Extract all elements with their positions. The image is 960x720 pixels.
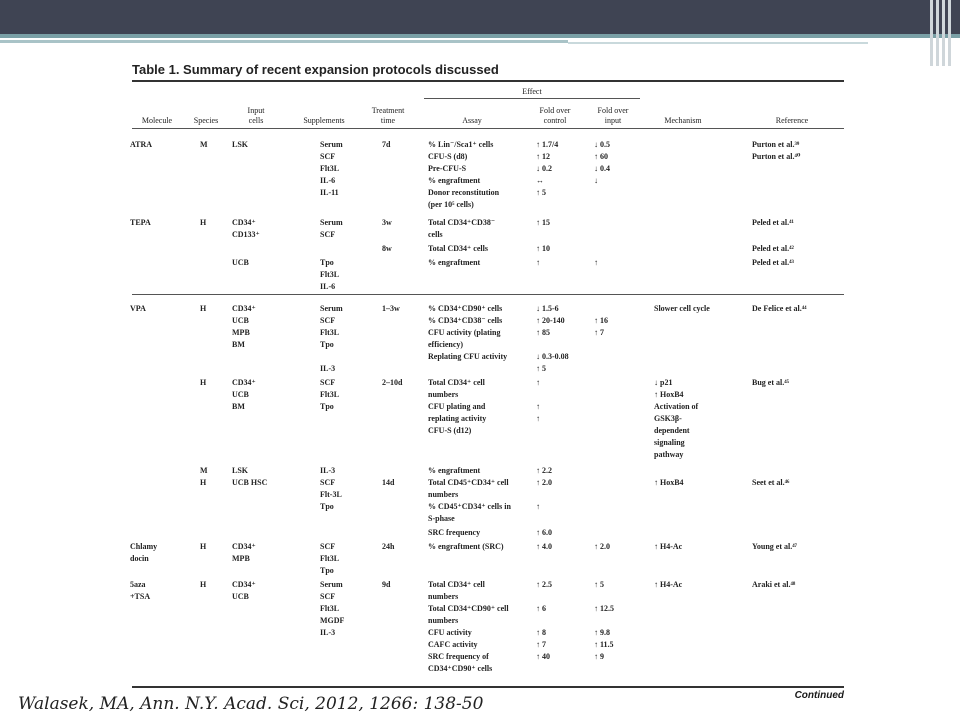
cell-molecule: VPA bbox=[130, 304, 146, 313]
cell-mechanism: Slower cell cycle bbox=[654, 304, 710, 313]
cell-fold-input: ↓ 0.5 bbox=[594, 140, 610, 149]
cell-assay: % CD34⁺CD38⁻ cells bbox=[428, 316, 503, 325]
cell-supplement: IL-3 bbox=[320, 628, 336, 637]
cell-fold-input: ↑ 11.5 bbox=[594, 640, 614, 649]
cell-fold-input: ↑ 16 bbox=[594, 316, 608, 325]
cell-fold-input: ↓ bbox=[594, 176, 598, 185]
cell-assay: SRC frequency of bbox=[428, 652, 489, 661]
cell-assay: numbers bbox=[428, 490, 459, 499]
cell-input: UCB bbox=[232, 258, 249, 267]
cell-fold-control: ↔ bbox=[536, 176, 544, 185]
header-fold-input-1: Fold over bbox=[597, 106, 629, 115]
cell-supplement: IL-11 bbox=[320, 188, 339, 197]
header-molecule: Molecule bbox=[141, 116, 173, 125]
cell-assay: Total CD34⁺ cells bbox=[428, 244, 488, 253]
cell-assay: numbers bbox=[428, 592, 459, 601]
cell-input: UCB bbox=[232, 592, 249, 601]
cell-assay: Replating CFU activity bbox=[428, 352, 508, 361]
cell-supplement: IL-3 bbox=[320, 364, 336, 373]
effect-rule bbox=[424, 98, 640, 99]
cell-assay: CFU activity bbox=[428, 628, 472, 637]
cell-supplement: SCF bbox=[320, 592, 336, 601]
cell-fold-control: ↑ bbox=[536, 402, 540, 411]
cell-supplement: Tpo bbox=[320, 402, 334, 411]
cell-assay: Total CD34⁺ cell bbox=[428, 378, 485, 387]
continued-label: Continued bbox=[794, 690, 844, 701]
cell-molecule: ATRA bbox=[130, 140, 153, 149]
cell-input: MPB bbox=[232, 554, 250, 563]
cell-assay: CFU-S (d8) bbox=[428, 152, 468, 161]
cell-mechanism: GSK3β- bbox=[654, 414, 682, 423]
cell-reference: De Felice et al.⁴⁴ bbox=[752, 304, 807, 313]
cell-supplement: SCF bbox=[320, 542, 336, 551]
cell-input: CD34⁺ bbox=[232, 580, 256, 589]
cell-supplement: Serum bbox=[320, 140, 343, 149]
cell-input: UCB bbox=[232, 390, 249, 399]
cell-mechanism: dependent bbox=[654, 426, 690, 435]
cell-assay: replating activity bbox=[428, 414, 487, 423]
header-bottom-rule bbox=[132, 128, 844, 129]
header-mechanism: Mechanism bbox=[664, 116, 702, 125]
cell-supplement: Tpo bbox=[320, 566, 334, 575]
cell-assay: % engraftment bbox=[428, 466, 481, 475]
cell-assay: S-phase bbox=[428, 514, 455, 523]
cell-reference: Araki et al.⁴⁸ bbox=[752, 580, 796, 589]
cell-time: 8w bbox=[382, 244, 392, 253]
cell-reference: Seet et al.⁴⁶ bbox=[752, 478, 790, 487]
cell-reference: Peled et al.⁴² bbox=[752, 244, 794, 253]
header-input-1: Input bbox=[247, 106, 265, 115]
cell-assay: CFU plating and bbox=[428, 402, 486, 411]
cell-fold-control: ↑ 6.0 bbox=[536, 528, 552, 537]
cell-supplement: Tpo bbox=[320, 258, 334, 267]
cell-time: 7d bbox=[382, 140, 391, 149]
cell-input: LSK bbox=[232, 140, 249, 149]
cell-fold-control: ↑ 1.7/4 bbox=[536, 140, 559, 149]
cell-fold-control: ↑ 8 bbox=[536, 628, 546, 637]
cell-species: M bbox=[200, 140, 208, 149]
cell-mechanism: ↑ HoxB4 bbox=[654, 390, 684, 399]
cell-fold-control: ↑ 6 bbox=[536, 604, 546, 613]
cell-input: CD34⁺ bbox=[232, 542, 256, 551]
cell-species: M bbox=[200, 466, 208, 475]
cell-fold-control: ↑ 10 bbox=[536, 244, 550, 253]
cell-assay: % engraftment bbox=[428, 258, 481, 267]
cell-species: H bbox=[200, 378, 207, 387]
cell-supplement: Flt3L bbox=[320, 164, 340, 173]
cell-supplement: Flt3L bbox=[320, 554, 340, 563]
cell-fold-input: ↑ 2.0 bbox=[594, 542, 610, 551]
header-fold-control-2: control bbox=[543, 116, 567, 125]
cell-fold-control: ↑ bbox=[536, 414, 540, 423]
cell-fold-control: ↑ 5 bbox=[536, 188, 546, 197]
table-title: Table 1. Summary of recent expansion protocols discussed bbox=[132, 62, 499, 77]
cell-fold-control: ↑ 12 bbox=[536, 152, 550, 161]
cell-mechanism: ↑ H4-Ac bbox=[654, 580, 683, 589]
cell-fold-control: ↑ 2.5 bbox=[536, 580, 552, 589]
cell-molecule: 5aza bbox=[130, 580, 146, 589]
cell-mechanism: ↑ H4-Ac bbox=[654, 542, 683, 551]
cell-input: UCB HSC bbox=[232, 478, 268, 487]
cell-reference: Peled et al.⁴¹ bbox=[752, 218, 794, 227]
cell-assay: % engraftment bbox=[428, 176, 481, 185]
header-treatment-1: Treatment bbox=[371, 106, 405, 115]
cell-input: LSK bbox=[232, 466, 249, 475]
accent-line-secondary bbox=[0, 40, 568, 43]
cell-supplement: Tpo bbox=[320, 502, 334, 511]
accent-line bbox=[0, 34, 960, 38]
cell-supplement: SCF bbox=[320, 316, 336, 325]
cell-fold-control: ↓ 0.2 bbox=[536, 164, 552, 173]
cell-supplement: Serum bbox=[320, 218, 343, 227]
cell-input: CD34⁺ bbox=[232, 378, 256, 387]
cell-fold-control: ↓ 0.3-0.08 bbox=[536, 352, 569, 361]
section-divider bbox=[132, 294, 844, 295]
cell-fold-control: ↑ bbox=[536, 378, 540, 387]
cell-time: 1–3w bbox=[382, 304, 400, 313]
citation: Walasek, MA, Ann. N.Y. Acad. Sci, 2012, 1266: 138-50 bbox=[18, 694, 484, 714]
cell-assay: CD34⁺CD90⁺ cells bbox=[428, 664, 493, 673]
header-fold-control-1: Fold over bbox=[539, 106, 571, 115]
cell-mechanism: signaling bbox=[654, 438, 685, 447]
cell-mechanism: Activation of bbox=[654, 402, 699, 411]
header-treatment-2: time bbox=[380, 116, 396, 125]
cell-species: H bbox=[200, 478, 207, 487]
cell-fold-input: ↑ 9.8 bbox=[594, 628, 610, 637]
cell-supplement: IL-6 bbox=[320, 282, 336, 291]
cell-assay: numbers bbox=[428, 390, 459, 399]
cell-assay: % Lin⁻/Sca1⁺ cells bbox=[428, 140, 494, 149]
cell-fold-input: ↑ 9 bbox=[594, 652, 604, 661]
cell-supplement: SCF bbox=[320, 378, 336, 387]
cell-assay: CFU activity (plating bbox=[428, 328, 501, 337]
cell-assay: Total CD34⁺ cell bbox=[428, 580, 485, 589]
cell-reference: Bug et al.⁴⁵ bbox=[752, 378, 790, 387]
table-image bbox=[132, 62, 848, 702]
cell-fold-control: ↑ 40 bbox=[536, 652, 550, 661]
cell-fold-control: ↑ 85 bbox=[536, 328, 550, 337]
cell-input: MPB bbox=[232, 328, 250, 337]
cell-input: CD133⁺ bbox=[232, 230, 260, 239]
table-bottom-rule bbox=[132, 686, 844, 688]
cell-molecule: +TSA bbox=[130, 592, 151, 601]
cell-supplement: SCF bbox=[320, 152, 336, 161]
accent-line-tertiary bbox=[568, 42, 868, 44]
cell-assay: (per 10⁵ cells) bbox=[428, 200, 474, 209]
cell-species: H bbox=[200, 542, 207, 551]
cell-supplement: Tpo bbox=[320, 340, 334, 349]
cell-assay: % CD45⁺CD34⁺ cells in bbox=[428, 502, 511, 511]
header-species: Species bbox=[193, 116, 219, 125]
cell-species: H bbox=[200, 580, 207, 589]
cell-assay: SRC frequency bbox=[428, 528, 481, 537]
cell-input: CD34⁺ bbox=[232, 218, 256, 227]
cell-assay: Total CD34⁺CD90⁺ cell bbox=[428, 604, 509, 613]
cell-fold-control: ↑ bbox=[536, 502, 540, 511]
cell-assay: % engraftment (SRC) bbox=[428, 542, 504, 551]
cell-supplement: SCF bbox=[320, 478, 336, 487]
cell-time: 2–10d bbox=[382, 378, 403, 387]
cell-assay: Donor reconstitution bbox=[428, 188, 500, 197]
cell-assay: CFU-S (d12) bbox=[428, 426, 472, 435]
cell-time: 14d bbox=[382, 478, 395, 487]
cell-supplement: SCF bbox=[320, 230, 336, 239]
cell-supplement: Serum bbox=[320, 304, 343, 313]
cell-supplement: Serum bbox=[320, 580, 343, 589]
cell-reference: Purton et al.³⁹ bbox=[752, 140, 800, 149]
cell-assay: Total CD45⁺CD34⁺ cell bbox=[428, 478, 509, 487]
cell-assay: CAFC activity bbox=[428, 640, 478, 649]
cell-input: BM bbox=[232, 402, 245, 411]
cell-fold-control: ↑ 7 bbox=[536, 640, 546, 649]
cell-fold-input: ↑ 5 bbox=[594, 580, 604, 589]
cell-reference: Young et al.⁴⁷ bbox=[752, 542, 798, 551]
cell-supplement: MGDF bbox=[320, 616, 345, 625]
cell-species: H bbox=[200, 218, 207, 227]
header-fold-input-2: input bbox=[604, 116, 622, 125]
cell-supplement: IL-3 bbox=[320, 466, 336, 475]
header-assay: Assay bbox=[462, 116, 482, 125]
cell-supplement: Flt3L bbox=[320, 270, 340, 279]
cell-supplement: IL-6 bbox=[320, 176, 336, 185]
top-banner bbox=[0, 0, 960, 34]
table-top-rule bbox=[132, 80, 844, 82]
cell-molecule: docin bbox=[130, 554, 149, 563]
cell-supplement: Flt3L bbox=[320, 604, 340, 613]
cell-reference: Peled et al.⁴³ bbox=[752, 258, 794, 267]
cell-fold-input: ↑ 60 bbox=[594, 152, 608, 161]
cell-fold-control: ↓ 1.5-6 bbox=[536, 304, 559, 313]
cell-molecule: Chlamy bbox=[130, 542, 158, 551]
cell-molecule: TEPA bbox=[130, 218, 151, 227]
cell-assay: efficiency) bbox=[428, 340, 464, 349]
cell-mechanism: ↓ p21 bbox=[654, 378, 673, 387]
cell-fold-control: ↑ 4.0 bbox=[536, 542, 552, 551]
cell-assay: Total CD34⁺CD38⁻ bbox=[428, 218, 496, 227]
cell-fold-input: ↑ 12.5 bbox=[594, 604, 614, 613]
cell-supplement: Flt3L bbox=[320, 328, 340, 337]
cell-fold-control: ↑ 5 bbox=[536, 364, 546, 373]
header-supplements: Supplements bbox=[303, 116, 345, 125]
cell-species: H bbox=[200, 304, 207, 313]
cell-fold-control: ↑ bbox=[536, 258, 540, 267]
cell-fold-control: ↑ 20-140 bbox=[536, 316, 565, 325]
header-reference: Reference bbox=[775, 116, 809, 125]
cell-fold-control: ↑ 15 bbox=[536, 218, 550, 227]
cell-assay: numbers bbox=[428, 616, 459, 625]
cell-mechanism: ↑ HoxB4 bbox=[654, 478, 684, 487]
cell-supplement: Flt-3L bbox=[320, 490, 342, 499]
cell-input: CD34⁺ bbox=[232, 304, 256, 313]
cell-fold-control: ↑ 2.0 bbox=[536, 478, 552, 487]
decorative-vertical-bars bbox=[930, 0, 954, 66]
header-effect: Effect bbox=[522, 87, 542, 96]
cell-assay: % CD34⁺CD90⁺ cells bbox=[428, 304, 503, 313]
cell-time: 24h bbox=[382, 542, 395, 551]
cell-fold-input: ↑ 7 bbox=[594, 328, 604, 337]
cell-mechanism: pathway bbox=[654, 450, 684, 459]
cell-reference: Purton et al.⁴⁰ bbox=[752, 152, 801, 161]
cell-fold-input: ↑ bbox=[594, 258, 598, 267]
cell-input: UCB bbox=[232, 316, 249, 325]
header-input-2: cells bbox=[248, 116, 264, 125]
cell-assay: cells bbox=[428, 230, 443, 239]
cell-input: BM bbox=[232, 340, 245, 349]
cell-time: 3w bbox=[382, 218, 392, 227]
cell-fold-control: ↑ 2.2 bbox=[536, 466, 552, 475]
cell-assay: Pre-CFU-S bbox=[428, 164, 467, 173]
cell-supplement: Flt3L bbox=[320, 390, 340, 399]
cell-fold-input: ↓ 0.4 bbox=[594, 164, 610, 173]
cell-time: 9d bbox=[382, 580, 391, 589]
